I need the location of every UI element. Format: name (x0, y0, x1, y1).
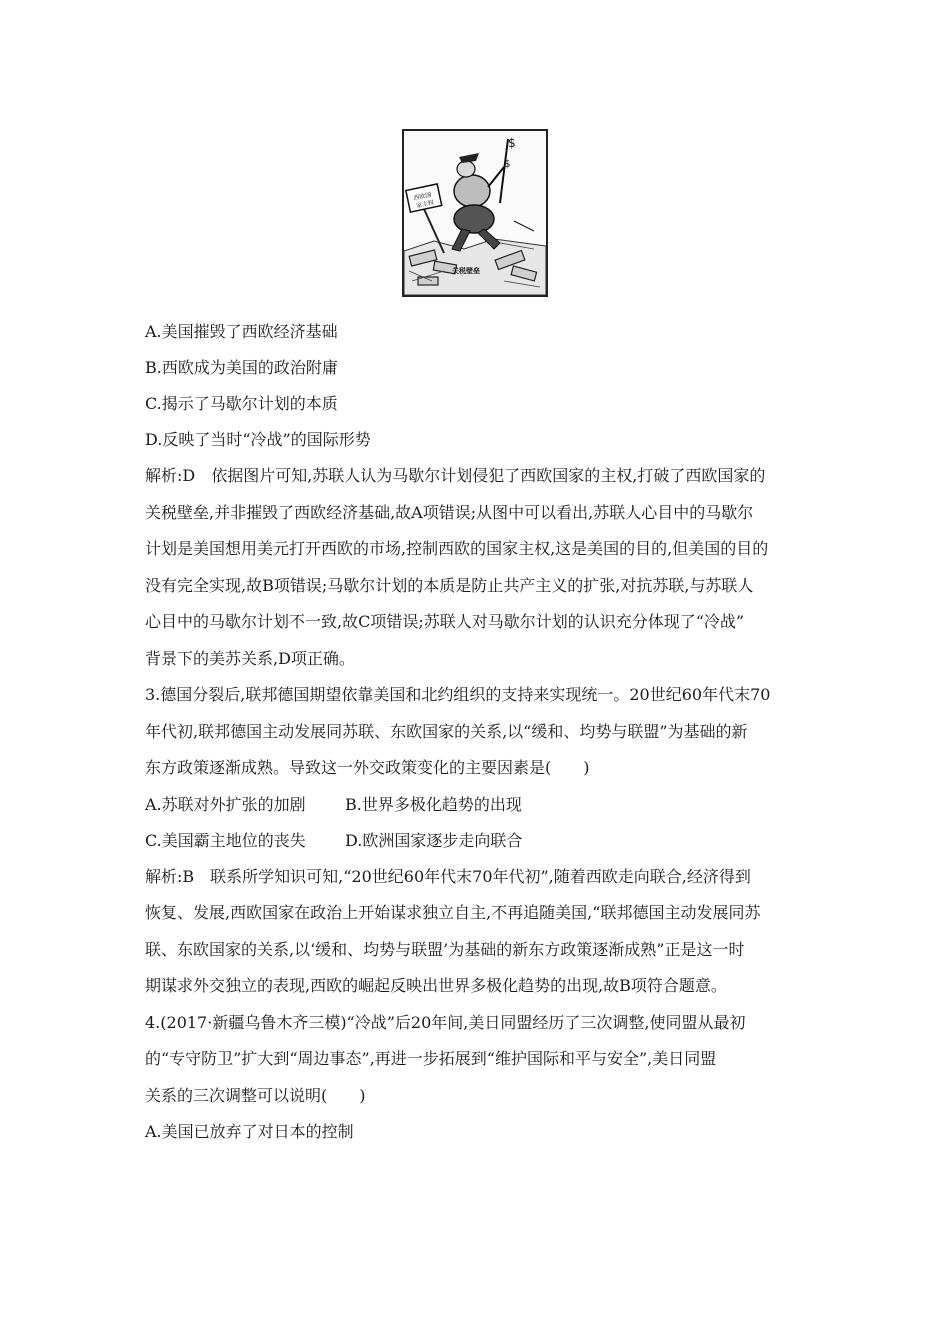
q3-analysis-line: 解析:B 联系所学知识可知,“20世纪60年代末70年代初”,随着西欧走向联合,经济得到 (145, 866, 751, 886)
q2-option-a: A.美国摧毁了西欧经济基础 (145, 322, 338, 341)
sign-text-line1: 西欧国 (413, 191, 433, 203)
q3-analysis-line: 期谋求外交独立的表现,西欧的崛起反映出世界多极化趋势的出现,故B项符合题意。 (145, 976, 727, 995)
q4-stem-line: 的“专守防卫”扩大到“周边事态”,再进一步拓展到“维护国际和平与安全”,美日同盟 (145, 1049, 717, 1068)
question-content (145, 322, 810, 1158)
q3-options-row-2 (145, 831, 810, 851)
q3-option-a: A.苏联对外扩张的加剧 (145, 794, 306, 814)
q2-analysis-line: 心目中的马歇尔计划不一致,故C项错误;苏联人对马歇尔计划的认识充分体现了“冷战” (145, 612, 745, 631)
q4-option-a: A.美国已放弃了对日本的控制 (145, 1122, 354, 1141)
q3-options-row-1 (145, 795, 810, 815)
svg-text:$: $ (504, 159, 511, 170)
sign-text-line2: 家主权 (415, 199, 435, 210)
q4-stem-line: 关系的三次调整可以说明( ) (145, 1085, 366, 1105)
q2-analysis-line: 背景下的美苏关系,D项正确。 (145, 648, 355, 668)
q2-option-d: D.反映了当时“冷战”的国际形势 (145, 430, 371, 449)
q3-stem-line: 年代初,联邦德国主动发展同苏联、东欧国家的关系,以“缓和、均势与联盟”为基础的新 (145, 721, 748, 741)
q2-option-c: C.揭示了马歇尔计划的本质 (145, 394, 338, 413)
q3-option-b: B.世界多极化趋势的出现 (345, 794, 522, 814)
q2-option-b: B.西欧成为美国的政治附庸 (145, 358, 338, 377)
q3-analysis-line: 联、东欧国家的关系,以‘缓和、均势与联盟’为基础的新东方政策逐渐成熟”正是这一时 (145, 939, 745, 959)
q3-option-d: D.欧洲国家逐步走向联合 (345, 830, 523, 850)
q2-analysis-line: 没有完全实现,故B项错误;马歇尔计划的本质是防止共产主义的扩张,对抗苏联,与苏联人 (145, 575, 754, 595)
q3-stem-line: 3.德国分裂后,联邦德国期望依靠美国和北约组织的支持来实现统一。20世纪60年代末70 (145, 685, 771, 704)
q2-analysis-line: 关税壁垒,并非摧毁了西欧经济基础,故A项错误;从图中可以看出,苏联人心目中的马歇尔 (145, 502, 754, 522)
q3-stem-line: 东方政策逐渐成熟。导致这一外交政策变化的主要因素是( ) (145, 758, 590, 777)
q4-stem-line: 4.(2017·新疆乌鲁木齐三模)“冷战”后20年间,美日同盟经历了三次调整,使同盟从最初 (145, 1012, 746, 1032)
cartoon-figure (402, 129, 548, 297)
q2-analysis-line: 计划是美国想用美元打开西欧的市场,控制西欧的国家主权,这是美国的目的,但美国的目的 (145, 539, 769, 558)
svg-text:$: $ (508, 136, 516, 150)
cartoon-drawing (404, 131, 546, 295)
q3-option-c: C.美国霸主地位的丧失 (145, 830, 306, 850)
wall-label: 关税壁垒 (452, 267, 480, 275)
q3-analysis-line: 恢复、发展,西欧国家在政治上开始谋求独立自主,不再追随美国,“联邦德国主动发展同苏 (145, 903, 761, 922)
q2-analysis-line: 解析:D 依据图片可知,苏联人认为马歇尔计划侵犯了西欧国家的主权,打破了西欧国家的 (145, 466, 766, 485)
